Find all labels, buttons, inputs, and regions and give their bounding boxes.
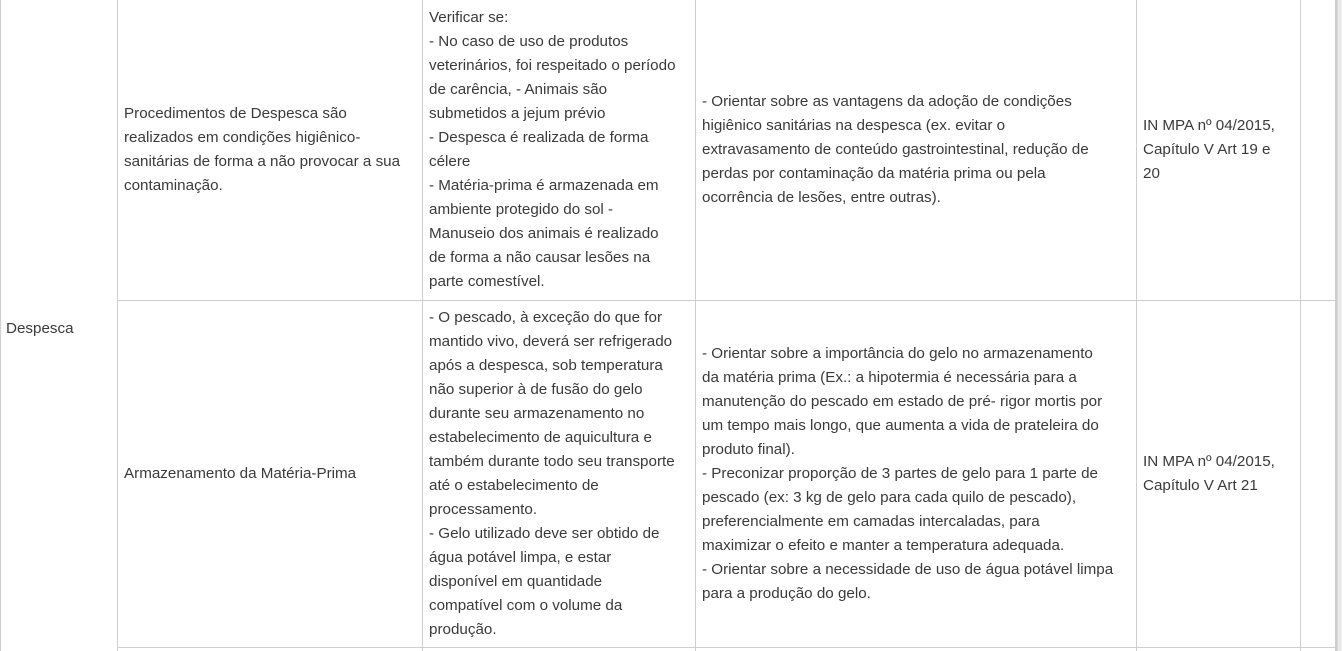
empty-cell bbox=[1301, 0, 1336, 301]
guidance-cell bbox=[696, 0, 1137, 301]
guidance-line: ocorrência de lesões, entre outras). bbox=[702, 189, 941, 206]
empty-cell bbox=[423, 648, 696, 651]
guidance-line: manutenção do pescado em estado de pré- rigor mortis por bbox=[702, 393, 1103, 410]
check-line: não superior à de fusão do gelo bbox=[429, 381, 643, 398]
guidance-line: preferencialmente em camadas intercaladas, para bbox=[702, 513, 1040, 530]
guidance-line: perdas por contaminação da matéria prima ou pela bbox=[702, 165, 1046, 182]
check-line: - No caso de uso de produtos bbox=[429, 33, 629, 50]
reference-line: IN MPA nº 04/2015, bbox=[1143, 117, 1275, 134]
guidance-line: maximizar o efeito e manter a temperatura adequada. bbox=[702, 537, 1065, 554]
guidance-line: extravasamento de conteúdo gastrointestinal, redução de bbox=[702, 141, 1089, 158]
item-line: sanitárias de forma a não provocar a sua bbox=[124, 153, 401, 170]
check-line: Manuseio dos animais é realizado bbox=[429, 225, 659, 242]
empty-cell bbox=[696, 648, 1137, 651]
reference-cell bbox=[1137, 0, 1301, 301]
check-line: estabelecimento de aquicultura e bbox=[429, 429, 652, 446]
guidance-line: pescado (ex: 3 kg de gelo para cada quilo de pescado), bbox=[702, 489, 1077, 506]
check-line: durante seu armazenamento no bbox=[429, 405, 645, 422]
check-line: disponível em quantidade bbox=[429, 573, 603, 590]
item-cell bbox=[118, 301, 423, 648]
guidance-line: higiênico sanitárias na despesca (ex. evitar o bbox=[702, 117, 1006, 134]
check-line: água potável limpa, e estar bbox=[429, 549, 612, 566]
check-line: também durante todo seu transporte bbox=[429, 453, 675, 470]
check-line: produção. bbox=[429, 621, 497, 638]
guidance-line: - Orientar sobre as vantagens da adoção de condições bbox=[702, 93, 1072, 110]
check-cell bbox=[423, 301, 696, 648]
guidance-line: para a produção do gelo. bbox=[702, 585, 871, 602]
guidance-line: - Preconizar proporção de 3 partes de gelo para 1 parte de bbox=[702, 465, 1098, 482]
guidance-line: da matéria prima (Ex.: a hipotermia é necessária para a bbox=[702, 369, 1077, 386]
check-line: ambiente protegido do sol - bbox=[429, 201, 614, 218]
guidance-line: produto final). bbox=[702, 441, 795, 458]
check-line: célere bbox=[429, 153, 471, 170]
check-line: - O pescado, à exceção do que for bbox=[429, 309, 663, 326]
check-cell bbox=[423, 0, 696, 301]
empty-cell bbox=[118, 648, 423, 651]
check-line: mantido vivo, deverá ser refrigerado bbox=[429, 333, 673, 350]
reference-cell bbox=[1137, 301, 1301, 648]
empty-cell bbox=[1137, 648, 1301, 651]
item-line: Armazenamento da Matéria-Prima bbox=[124, 465, 357, 482]
item-line: realizados em condições higiênico- bbox=[124, 129, 361, 146]
check-line: compatível com o volume da bbox=[429, 597, 623, 614]
table-row bbox=[1, 648, 1337, 651]
check-line: - Matéria-prima é armazenada em bbox=[429, 177, 659, 194]
reference-line: IN MPA nº 04/2015, bbox=[1143, 453, 1275, 470]
check-line: Verificar se: bbox=[429, 9, 509, 26]
check-line: de carência, - Animais são bbox=[429, 81, 608, 98]
section-label-cell bbox=[1, 0, 118, 651]
item-line: contaminação. bbox=[124, 177, 223, 194]
reference-line: 20 bbox=[1143, 165, 1160, 182]
empty-cell bbox=[1301, 648, 1336, 651]
table-row bbox=[1, 0, 1337, 301]
check-line: - Gelo utilizado deve ser obtido de bbox=[429, 525, 660, 542]
item-cell bbox=[118, 0, 423, 301]
item-line: Procedimentos de Despesca são bbox=[124, 105, 347, 122]
section-label: Despesca bbox=[6, 319, 74, 337]
table-row bbox=[1, 301, 1337, 648]
guidance-line: um tempo mais longo, que aumenta a vida de prateleira do bbox=[702, 417, 1099, 434]
check-line: processamento. bbox=[429, 501, 538, 518]
scrollbar-edge[interactable] bbox=[1337, 0, 1342, 651]
reference-line: Capítulo V Art 21 bbox=[1143, 477, 1258, 494]
check-line: - Despesca é realizada de forma bbox=[429, 129, 649, 146]
empty-cell bbox=[1301, 301, 1336, 648]
check-line: de forma a não causar lesões na bbox=[429, 249, 651, 266]
check-line: após a despesca, sob temperatura bbox=[429, 357, 663, 374]
guidance-cell bbox=[696, 301, 1137, 648]
check-line: veterinários, foi respeitado o período bbox=[429, 57, 676, 74]
reference-line: Capítulo V Art 19 e bbox=[1143, 141, 1271, 158]
check-line: parte comestível. bbox=[429, 273, 545, 290]
guidance-line: - Orientar sobre a necessidade de uso de água potável limpa bbox=[702, 561, 1114, 578]
check-line: submetidos a jejum prévio bbox=[429, 105, 606, 122]
check-line: até o estabelecimento de bbox=[429, 477, 599, 494]
guidance-line: - Orientar sobre a importância do gelo no armazenamento bbox=[702, 345, 1093, 362]
